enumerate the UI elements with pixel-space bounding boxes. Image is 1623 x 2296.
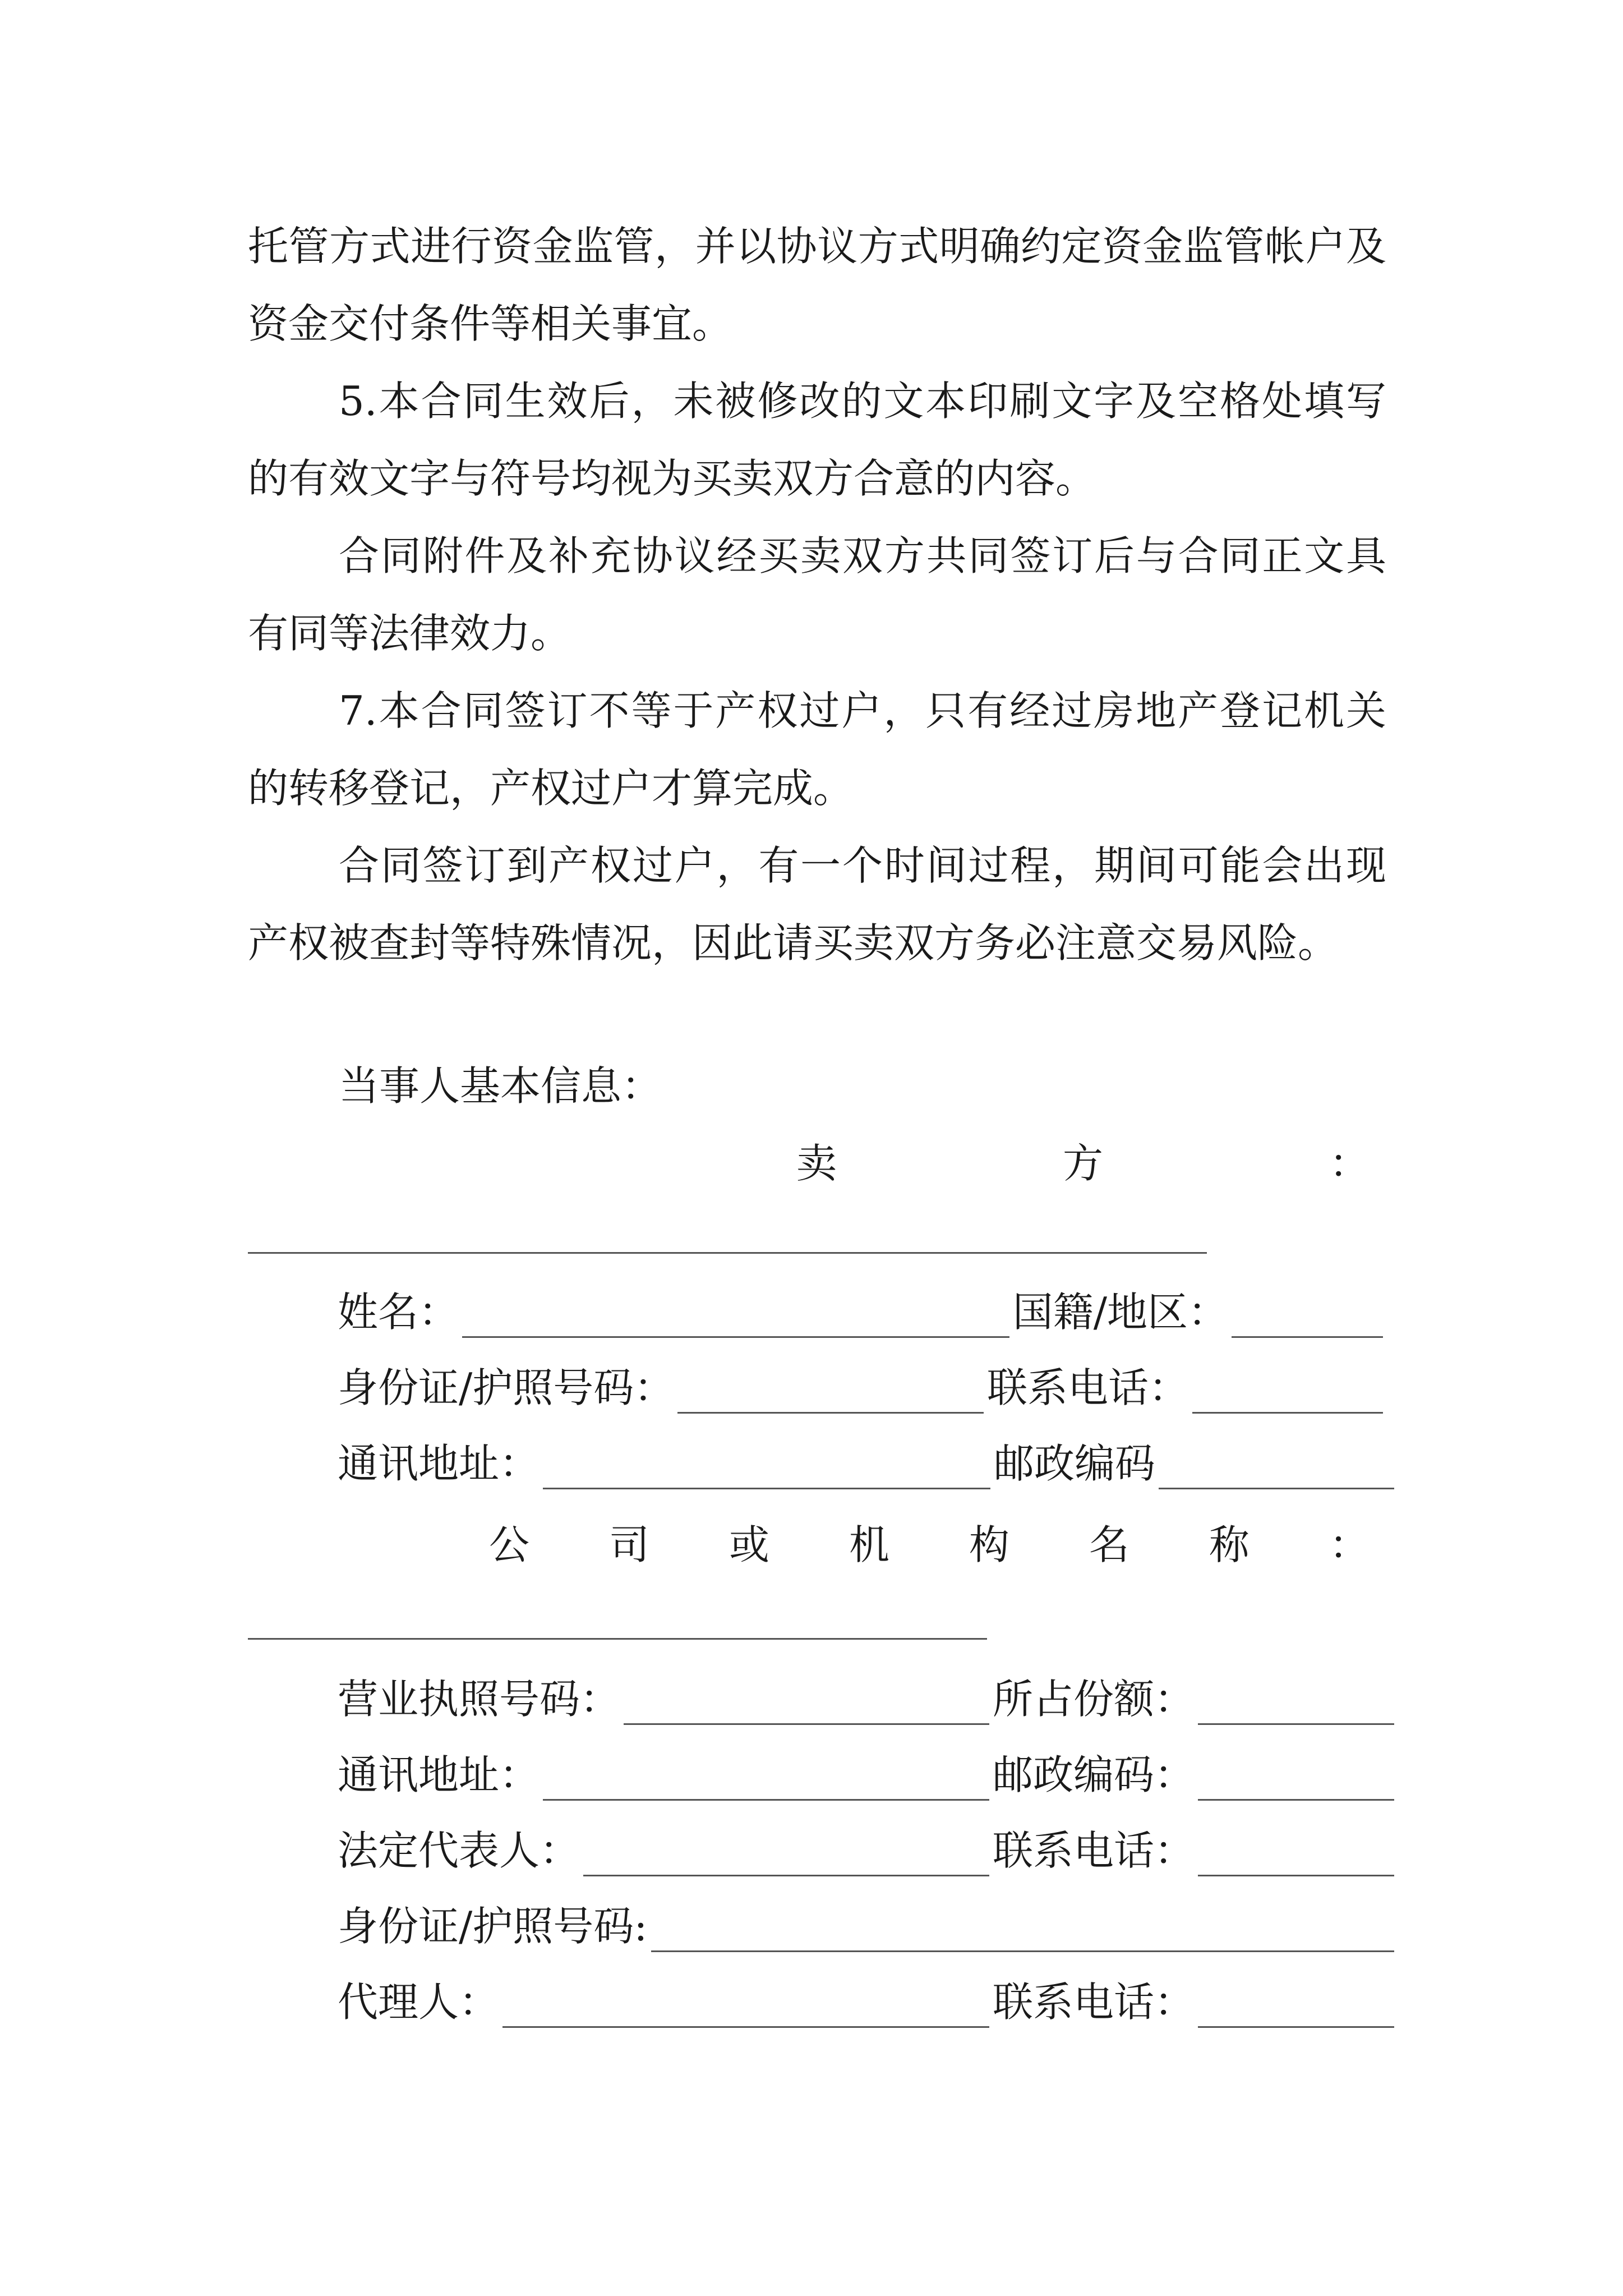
risk-notice [248, 827, 1386, 982]
seller-colon: ： [1329, 1140, 1370, 1187]
row-name-nationality [338, 1282, 1386, 1338]
row-address-postcode [338, 1433, 1398, 1489]
company-char-6: 名 [1089, 1521, 1129, 1568]
postcode-label: 邮政编码 [993, 1440, 1155, 1487]
company-char-5: 构 [969, 1521, 1009, 1568]
license-field[interactable] [624, 1684, 989, 1725]
company-address-field[interactable] [543, 1760, 989, 1801]
row-representative-phone [338, 1820, 1398, 1876]
company-char-4: 机 [849, 1521, 889, 1568]
phone-label: 联系电话： [986, 1364, 1189, 1411]
agent-phone-field[interactable] [1198, 1987, 1394, 2028]
row-id-phone [338, 1358, 1386, 1414]
row-company-address-postcode [338, 1745, 1398, 1801]
company-id-field[interactable] [651, 1911, 1394, 1952]
clause-7-text: 7.本合同签订不等于产权过户，只有经过房地产登记机关的转移登记，产权过户才算完成。 [248, 687, 1386, 812]
seller-char-1: 卖 [796, 1140, 837, 1187]
row-agent-phone [338, 1972, 1398, 2028]
clause-attachments-text: 合同附件及补充协议经买卖双方共同签订后与合同正文具有同等法律效力。 [248, 532, 1386, 657]
seller-name-line[interactable] [248, 1252, 1207, 1254]
share-field[interactable] [1198, 1684, 1394, 1725]
nationality-label: 国籍/地区： [1012, 1289, 1228, 1336]
company-char-7: 称 [1209, 1521, 1249, 1568]
phone-field[interactable] [1192, 1373, 1383, 1414]
clause-5 [248, 362, 1386, 517]
agent-label: 代理人： [338, 1978, 500, 2026]
row-company-id [338, 1896, 1398, 1952]
company-colon: ： [1329, 1521, 1370, 1568]
seller-heading [796, 1133, 1370, 1189]
party-info-heading: 当事人基本信息： [339, 1062, 662, 1110]
id-field[interactable] [677, 1373, 984, 1414]
representative-field[interactable] [583, 1835, 989, 1876]
representative-phone-field[interactable] [1198, 1835, 1394, 1876]
company-name-line[interactable] [248, 1638, 987, 1640]
representative-phone-label: 联系电话： [992, 1827, 1195, 1874]
company-address-label: 通讯地址： [338, 1751, 540, 1798]
address-field[interactable] [543, 1448, 990, 1489]
clause-attachments [248, 517, 1386, 672]
para-custody [248, 208, 1386, 362]
company-char-2: 司 [608, 1521, 649, 1568]
clause-7 [248, 672, 1386, 827]
para-custody-text: 托管方式进行资金监管，并以协议方式明确约定资金监管帐户及资金交付条件等相关事宜。 [248, 223, 1386, 347]
agent-phone-label: 联系电话： [992, 1978, 1195, 2026]
clause-5-text: 5.本合同生效后，未被修改的文本印刷文字及空格处填写的有效文字与符号均视为买卖双方合意的内容。 [248, 378, 1386, 502]
name-label: 姓名： [338, 1289, 459, 1336]
company-char-1: 公 [489, 1521, 530, 1568]
risk-notice-text: 合同签订到产权过户，有一个时间过程，期间可能会出现产权被查封等特殊情况，因此请买卖双方务必注意交易风险。 [248, 842, 1386, 967]
share-label: 所占份额： [992, 1676, 1195, 1723]
agent-field[interactable] [502, 1987, 989, 2028]
seller-char-2: 方 [1062, 1140, 1103, 1187]
nationality-field[interactable] [1232, 1297, 1383, 1338]
row-license-share [338, 1669, 1398, 1725]
company-heading [489, 1515, 1370, 1571]
company-char-3: 或 [728, 1521, 769, 1568]
license-label: 营业执照号码： [338, 1676, 621, 1723]
address-label: 通讯地址： [338, 1440, 540, 1487]
company-postcode-label: 邮政编码： [992, 1751, 1195, 1798]
company-postcode-field[interactable] [1198, 1760, 1394, 1801]
id-label: 身份证/护照号码： [338, 1364, 675, 1411]
representative-label: 法定代表人： [338, 1827, 580, 1874]
postcode-field[interactable] [1159, 1448, 1394, 1489]
company-id-label: 身份证/护照号码: [338, 1903, 648, 1950]
name-field[interactable] [462, 1297, 1009, 1338]
